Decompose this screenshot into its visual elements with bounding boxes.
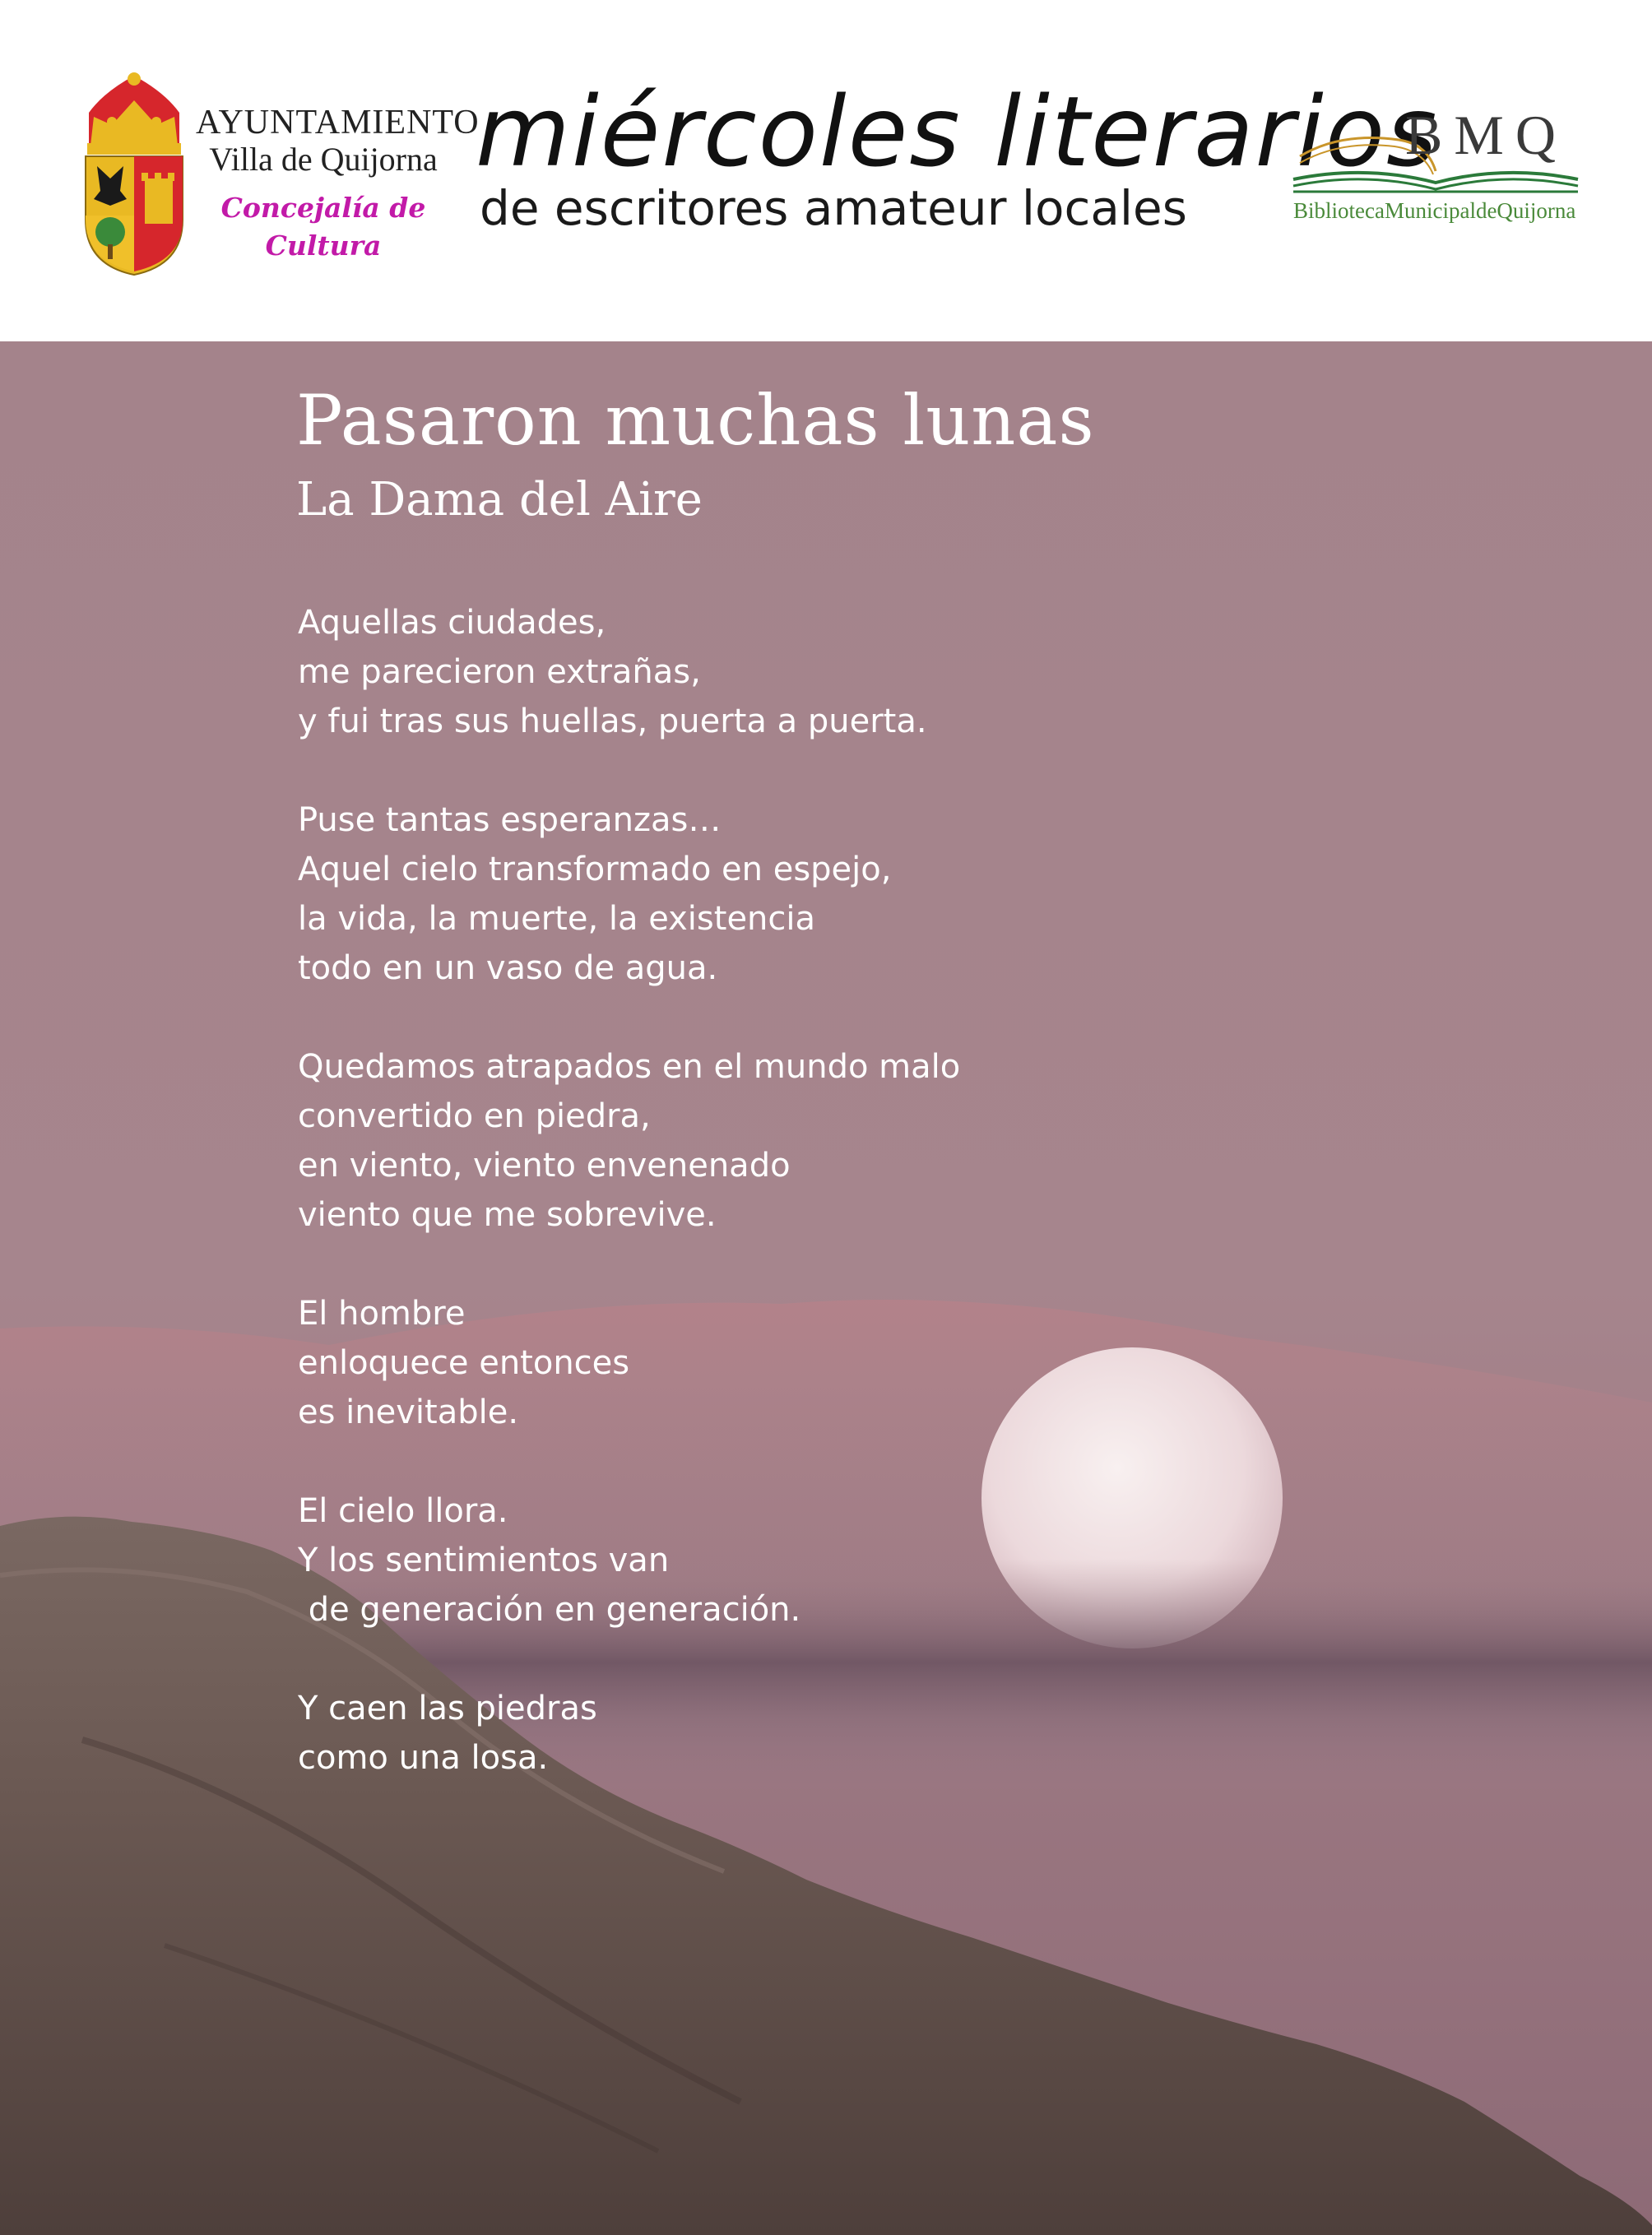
poem-line: enloquece entonces xyxy=(298,1344,630,1382)
stanza xyxy=(298,598,960,746)
poem-line: y fui tras sus huellas, puerta a puerta. xyxy=(298,702,927,740)
poem-line: todo en un vaso de agua. xyxy=(298,949,718,987)
series-title: miércoles literarios xyxy=(476,75,1439,188)
poem-body xyxy=(298,598,960,1832)
stanza xyxy=(298,1042,960,1240)
library-logo-letters: BMQ xyxy=(1405,104,1567,166)
poem-line: de generación en generación. xyxy=(298,1591,801,1629)
stanza xyxy=(298,1684,960,1783)
poem-panel xyxy=(0,341,1652,2235)
poem-line: El cielo llora. xyxy=(298,1492,508,1530)
header-banner xyxy=(0,0,1652,341)
poem-line: Aquel cielo transformado en espejo, xyxy=(298,851,892,888)
stanza xyxy=(298,1289,960,1437)
poem-line: El hombre xyxy=(298,1295,466,1333)
poem-line: Aquellas ciudades, xyxy=(298,604,606,642)
poem-line: como una losa. xyxy=(298,1739,549,1777)
concejalia-label xyxy=(155,189,492,265)
poem-line: Puse tantas esperanzas… xyxy=(298,801,722,839)
poem-line: Quedamos atrapados en el mundo malo xyxy=(298,1048,961,1086)
poem-line: me parecieron extrañas, xyxy=(298,653,701,691)
poem-line: la vida, la muerte, la existencia xyxy=(298,900,816,938)
villa-label: Villa de Quijorna xyxy=(209,141,438,178)
concejalia-line1: Concejalía de xyxy=(220,192,426,224)
poem-line: es inevitable. xyxy=(298,1393,519,1431)
series-subtitle: de escritores amateur locales xyxy=(480,180,1187,236)
poem-line: Y los sentimientos van xyxy=(298,1542,670,1579)
stanza xyxy=(298,795,960,993)
ayuntamiento-label: AYUNTAMIENTO xyxy=(196,104,480,141)
stanza xyxy=(298,1486,960,1635)
poem-line: viento que me sobrevive. xyxy=(298,1196,717,1234)
poem-title: Pasaron muchas lunas xyxy=(296,380,1095,461)
ayuntamiento-block xyxy=(196,104,480,178)
concejalia-line2: Cultura xyxy=(265,230,382,262)
poem-line: Y caen las piedras xyxy=(298,1690,597,1727)
poem-author: La Dama del Aire xyxy=(296,473,703,526)
library-name: BibliotecaMunicipaldeQuijorna xyxy=(1293,198,1576,223)
poem-line: convertido en piedra, xyxy=(298,1097,651,1135)
poem-line: en viento, viento envenenado xyxy=(298,1147,791,1185)
